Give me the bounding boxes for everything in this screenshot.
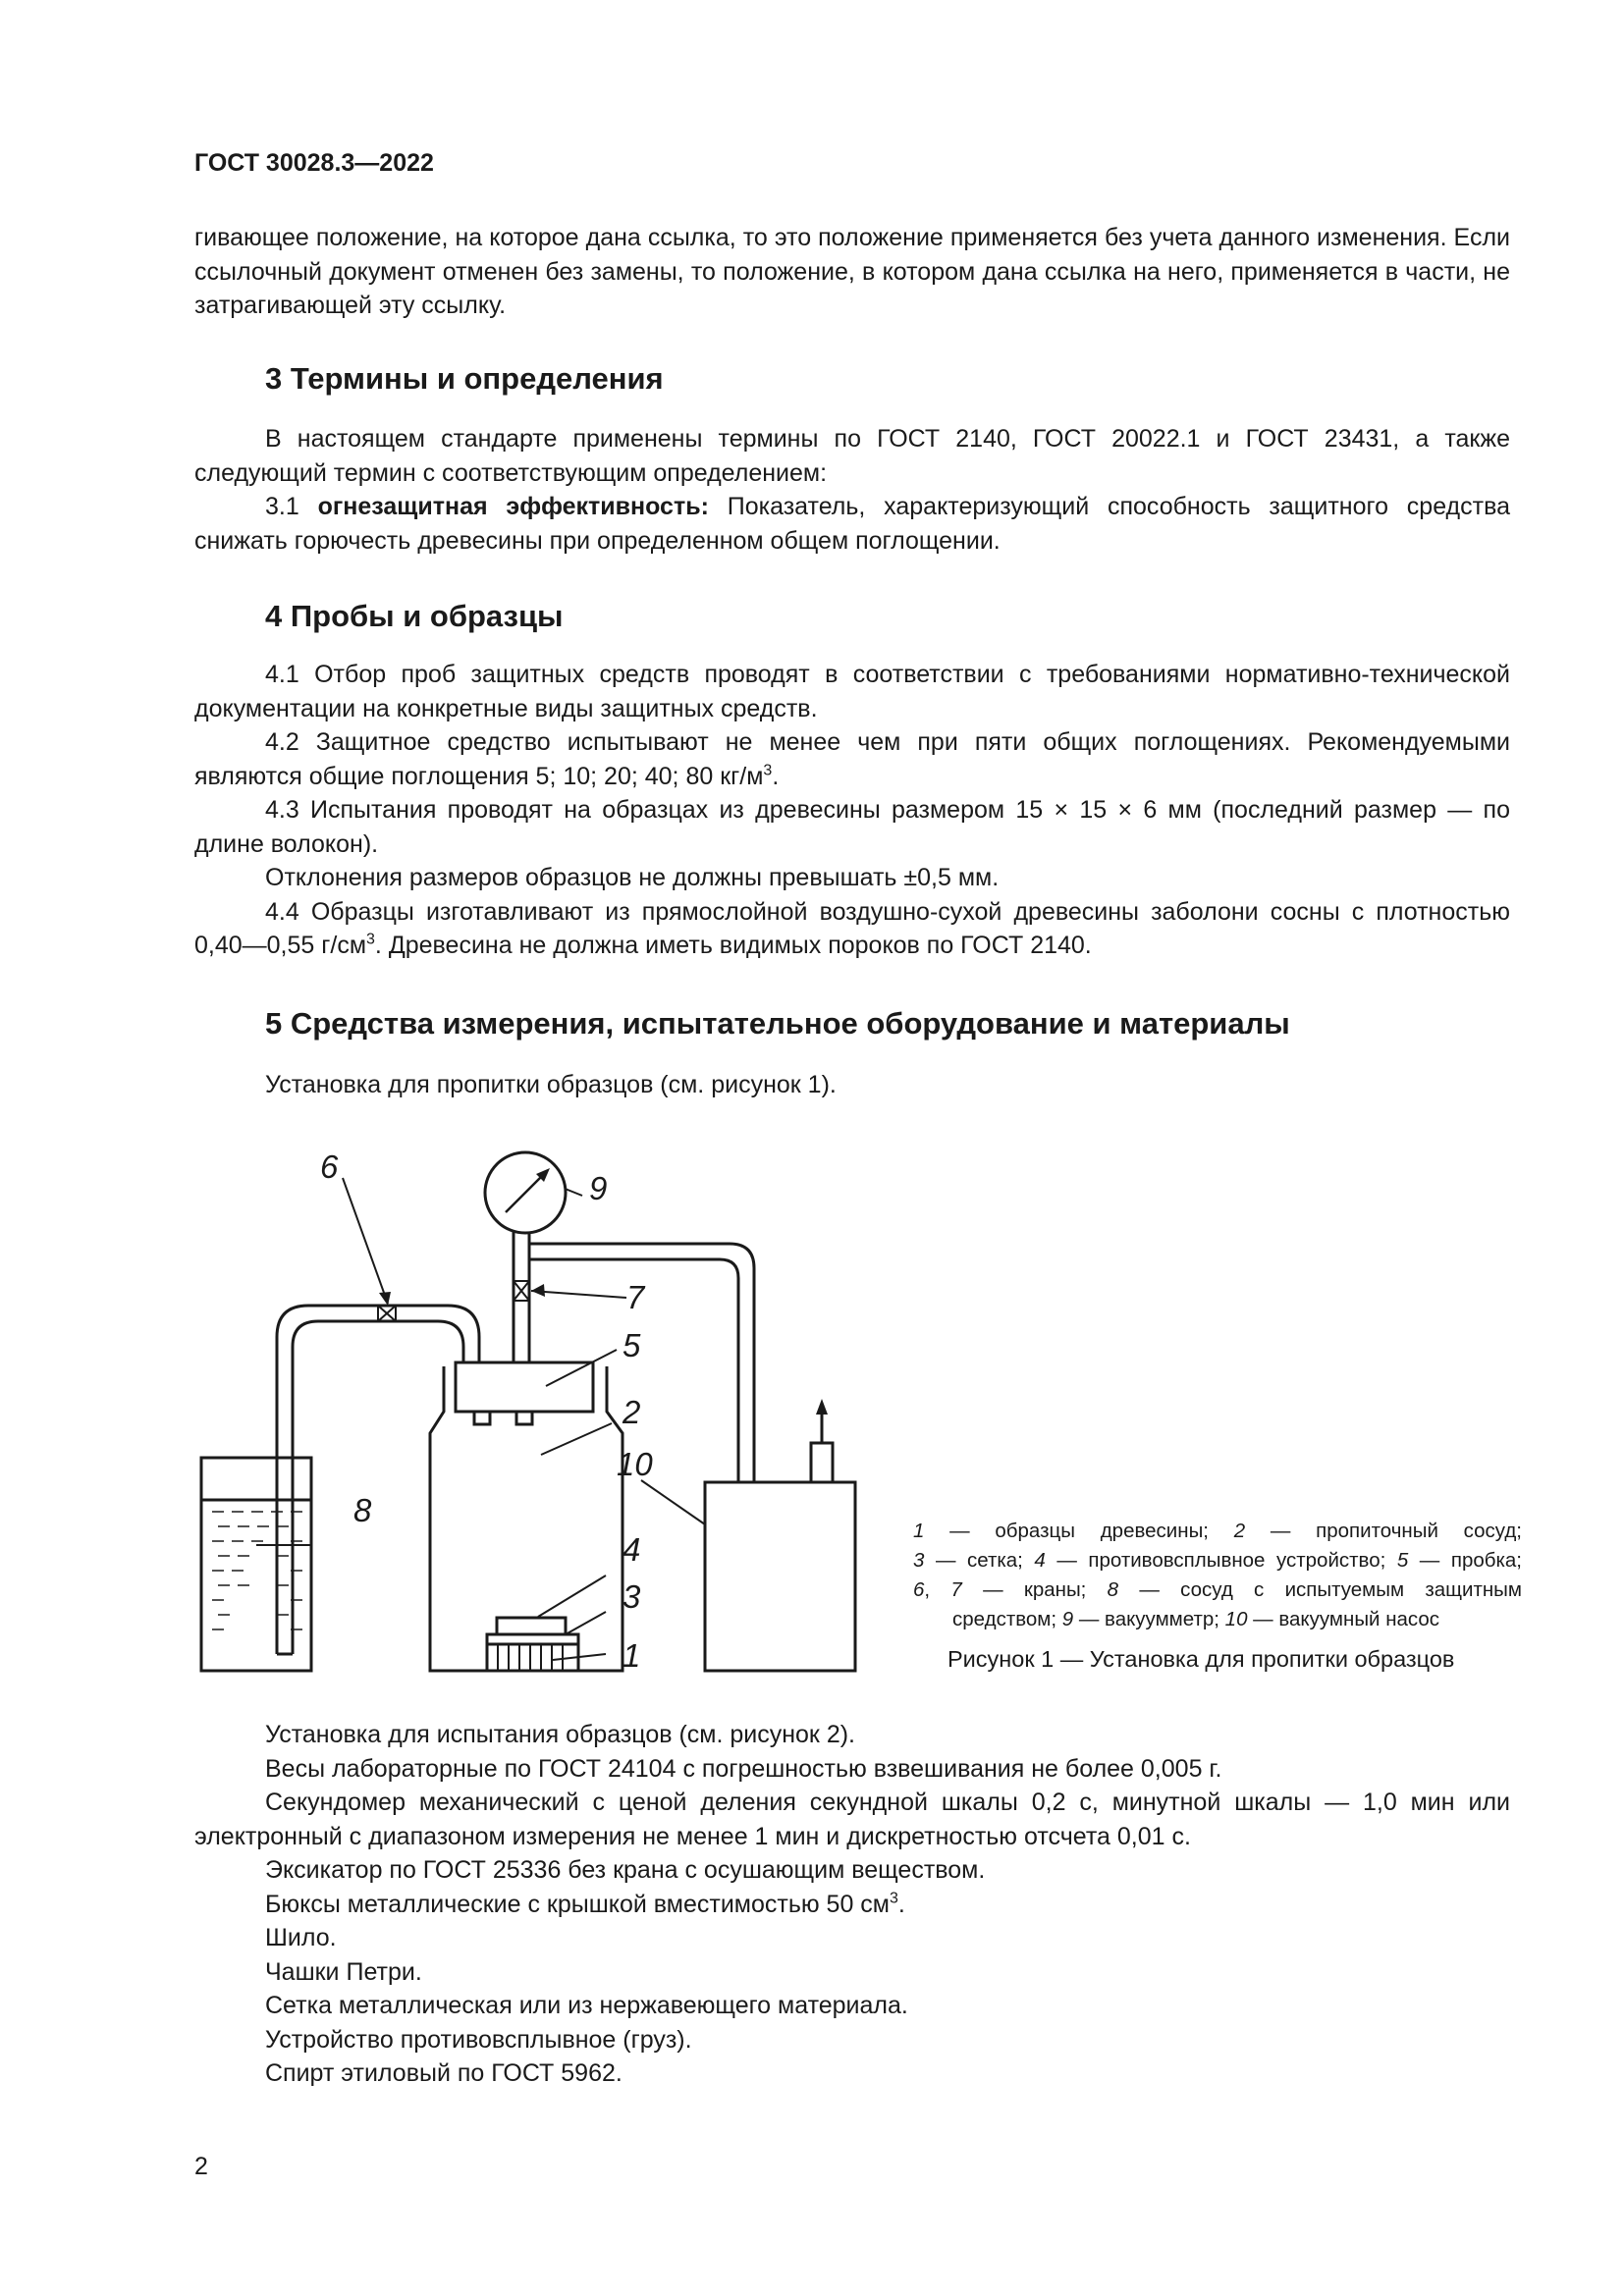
stopper-5	[456, 1362, 593, 1412]
section-3-title: 3 Термины и определения	[265, 361, 664, 396]
valve-7	[514, 1281, 529, 1301]
section-3-paragraph-1: В настоящем стандарте применены термины по ГОСТ 2140, ГОСТ 20022.1 и ГОСТ 23431, а также следующий термин с соответствующим определением:	[194, 425, 1510, 487]
legend-text: — образцы древесины;	[924, 1520, 1234, 1542]
legend-num: 9	[1061, 1608, 1074, 1630]
legend-text: — пробка;	[1408, 1549, 1523, 1572]
paragraph-4-3: 4.3 Испытания проводят на образцах из древесины размером 15 × 15 × 6 мм (последний размер — по длине волокон).	[194, 796, 1510, 858]
valve-6	[378, 1306, 396, 1321]
materials-list	[194, 1718, 1510, 2091]
samples-1	[487, 1644, 578, 1671]
figure-1-caption: Рисунок 1 — Установка для пропитки образцов	[947, 1646, 1455, 1672]
paragraph-4-4	[194, 895, 1510, 963]
legend-num: 6	[913, 1578, 925, 1601]
legend-text: средством;	[952, 1608, 1062, 1630]
figure-1-legend	[913, 1517, 1522, 1634]
test-vessel-8	[201, 1458, 311, 1671]
legend-num: 1	[913, 1520, 925, 1542]
material-item: Чашки Петри.	[265, 1957, 422, 1986]
label-8: 8	[353, 1492, 372, 1528]
section-3-body	[194, 422, 1510, 558]
paragraph-4-4-text: 4.4 Образцы изготавливают из прямослойной воздушно-сухой древесины заболони сосны с плотностью 0,40—0,55 г/см	[194, 897, 1510, 959]
vacuum-pump-10	[705, 1482, 855, 1671]
material-item: Установка для испытания образцов (см. рисунок 2).	[265, 1721, 855, 1748]
label-4: 4	[623, 1531, 641, 1568]
section-4-title: 4 Пробы и образцы	[265, 599, 564, 633]
legend-text: — краны;	[961, 1578, 1108, 1601]
document-code: ГОСТ 30028.3—2022	[194, 149, 434, 177]
label-3: 3	[623, 1578, 641, 1615]
intro-line-2: ссылочный документ отменен без замены, то положение, в котором дана ссылка на него, применяется в части, не	[194, 257, 1510, 286]
label-7: 7	[626, 1279, 645, 1315]
material-stopwatch: Секундомер механический с ценой деления секундной шкалы 0,2 с, минутной шкалы — 1,0 мин или электронный с диапазоном измерения не менее 1 мин и дискретностью отсчета 0,01 с.	[194, 1789, 1510, 1850]
exhaust-arrow	[816, 1399, 828, 1415]
term-definition: Показатель, характеризующий способность защитного средства снижать горючесть древесины при определенном общем поглощении.	[194, 493, 1510, 555]
cubic-superscript: 3	[366, 931, 375, 948]
legend-num: 4	[1034, 1549, 1046, 1572]
vacuum-gauge-icon	[481, 1148, 569, 1237]
legend-text: — сосуд с испытуемым защитным	[1118, 1578, 1523, 1601]
term-3-1	[194, 490, 1510, 558]
term-name: огнезащитная эффективность:	[317, 493, 709, 520]
intro-paragraph	[194, 221, 1510, 323]
paragraph-4-1: 4.1 Отбор проб защитных средств проводят в соответствии с требованиями нормативно-технической документации на конкретные виды защитных средств.	[194, 661, 1510, 722]
left-tube	[277, 1306, 479, 1654]
legend-num: 8	[1107, 1578, 1119, 1601]
material-item: Шило.	[265, 1924, 337, 1951]
paragraph-4-2-end: .	[772, 762, 780, 790]
cubic-superscript: 3	[763, 762, 773, 779]
paragraph-4-2-text: 4.2 Защитное средство испытывают не менее чем при пяти общих поглощениях. Рекомендуемыми являются общие поглощения 5; 10; 20; 40; 80 кг/м	[194, 728, 1510, 790]
label-2: 2	[623, 1394, 641, 1430]
legend-text: — вакуумный насос	[1247, 1608, 1440, 1630]
material-item: Сетка металлическая или из нержавеющего материала.	[265, 1992, 908, 2019]
material-bottles-text: Бюксы металлические с крышкой вместимостью 50 см	[265, 1890, 890, 1918]
paragraph-4-3-tolerance: Отклонения размеров образцов не должны превышать ±0,5 мм.	[265, 864, 1000, 891]
material-item: Весы лабораторные по ГОСТ 24104 с погрешностью взвешивания не более 0,005 г.	[265, 1754, 1222, 1783]
cubic-superscript: 3	[890, 1890, 898, 1907]
legend-text: ,	[924, 1578, 951, 1601]
legend-text: — пропиточный сосуд;	[1245, 1520, 1522, 1542]
legend-text: — сетка;	[924, 1549, 1035, 1572]
legend-row-4	[913, 1605, 1522, 1634]
legend-num: 7	[950, 1578, 962, 1601]
legend-text: — противовсплывное устройство;	[1045, 1549, 1397, 1572]
figure-1-reference: Установка для пропитки образцов (см. рисунок 1).	[265, 1071, 837, 1098]
legend-row-2	[913, 1546, 1522, 1575]
section-4-body	[194, 658, 1510, 963]
label-1: 1	[623, 1637, 641, 1674]
material-bottles-end: .	[897, 1890, 905, 1918]
intro-line-3: затрагивающей эту ссылку.	[194, 292, 507, 319]
paragraph-4-4-end: . Древесина не должна иметь видимых пороков по ГОСТ 2140.	[374, 932, 1092, 959]
section-5-title: 5 Средства измерения, испытательное оборудование и материалы	[265, 1006, 1290, 1041]
label-5: 5	[623, 1327, 641, 1363]
label-6: 6	[320, 1148, 339, 1185]
legend-num: 5	[1396, 1549, 1409, 1572]
term-number: 3.1	[265, 493, 299, 520]
material-item: Спирт этиловый по ГОСТ 5962.	[265, 2059, 623, 2087]
section-5-intro	[194, 1068, 1510, 1102]
page-number: 2	[194, 2153, 208, 2180]
legend-row-3	[913, 1575, 1522, 1605]
material-bottles	[194, 1888, 1510, 1922]
material-item: Эксикатор по ГОСТ 25336 без крана с осушающим веществом.	[265, 1856, 986, 1884]
legend-text: — вакуумметр;	[1073, 1608, 1225, 1630]
legend-row-1	[913, 1517, 1522, 1546]
material-item: Устройство противовсплывное (груз).	[265, 2025, 692, 2054]
legend-num: 3	[913, 1549, 925, 1572]
weight-4	[497, 1618, 566, 1634]
paragraph-4-2	[194, 725, 1510, 793]
intro-line-1: гивающее положение, на которое дана ссылка, то это положение применяется без учета данного изменения. Если	[194, 224, 1510, 251]
legend-num: 2	[1233, 1520, 1246, 1542]
label-10: 10	[617, 1446, 653, 1482]
label-9: 9	[589, 1170, 608, 1206]
legend-num: 10	[1224, 1608, 1248, 1630]
